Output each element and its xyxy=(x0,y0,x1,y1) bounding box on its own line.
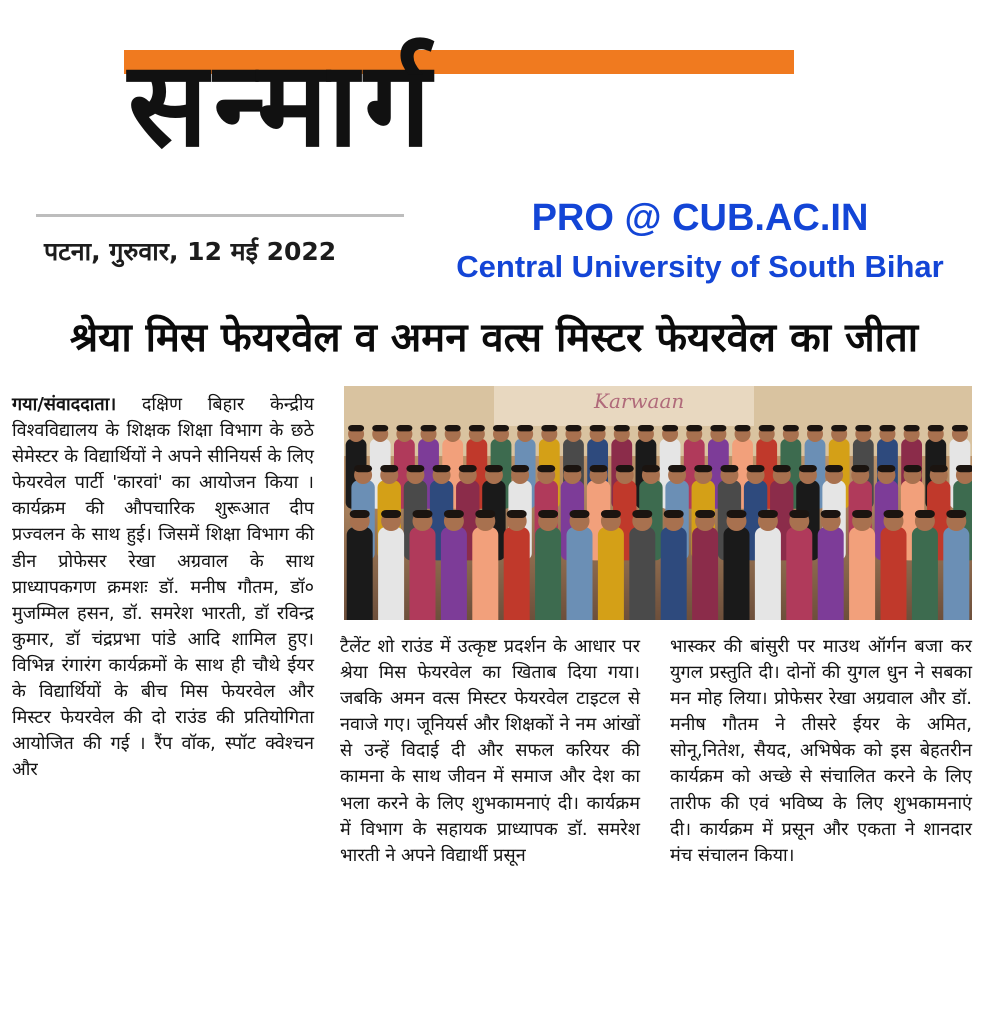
photo-person-hair xyxy=(759,425,775,431)
photo-person-body xyxy=(441,527,467,620)
photo-person-hair xyxy=(421,425,437,431)
photo-person-body xyxy=(661,527,687,620)
photo-person-hair xyxy=(710,425,726,431)
photo-person-hair xyxy=(904,425,920,431)
photo-person-body xyxy=(378,527,404,620)
photo-person-hair xyxy=(720,465,738,472)
article-column-2: टैलेंट शो राउंड में उत्कृष्ट प्रदर्शन के आधार पर श्रेया मिस फेयरवेल का खिताब दिया गया। जबकि अमन वत्स मिस्टर फेयरवेल टाइटल से नवाजे गए। जूनियर्स और शिक्षकों ने नम आंखों से उन्हें विदाई दी और सफल करियर की कामना के साथ जीवन में समाज और देश का भला करने के लिए शुभकामनाएं दी। कार्यक्रम में विभाग के सहायक प्राध्यापक डॉ. समरेश भारती ने अपने विद्यार्थी प्रसून xyxy=(340,636,640,866)
photo-person-hair xyxy=(590,425,606,431)
photo-person-hair xyxy=(565,425,581,431)
photo-person-hair xyxy=(694,465,712,472)
photo-person-hair xyxy=(511,465,529,472)
photo-person-hair xyxy=(614,425,630,431)
photo-person-body xyxy=(818,527,844,620)
photo-person-hair xyxy=(852,510,872,518)
photo-person-body xyxy=(504,527,530,620)
photo-person-hair xyxy=(821,510,841,518)
dateline: पटना, गुरुवार, 12 मई 2022 xyxy=(44,237,337,266)
photo-person-body xyxy=(535,527,561,620)
photo-person-hair xyxy=(735,425,751,431)
photo-person-hair xyxy=(469,425,485,431)
photo-person-hair xyxy=(354,465,372,472)
source-contact: PRO @ CUB.AC.IN xyxy=(531,197,869,239)
article-column-1 xyxy=(12,392,314,783)
photo-person-hair xyxy=(799,465,817,472)
photo-person-hair xyxy=(445,425,461,431)
photo-person-hair xyxy=(541,425,557,431)
masthead-rule xyxy=(36,214,404,217)
photo-person-hair xyxy=(831,425,847,431)
photo-person-body xyxy=(724,527,750,620)
photo-person-hair xyxy=(507,510,527,518)
photo-person-body xyxy=(629,527,655,620)
photo-person-hair xyxy=(380,465,398,472)
photo-person-hair xyxy=(475,510,495,518)
photo-person-hair xyxy=(807,425,823,431)
photo-person-hair xyxy=(563,465,581,472)
photo-person-hair xyxy=(590,465,608,472)
photo-person-hair xyxy=(413,510,433,518)
article-column-3: भास्कर की बांसुरी पर माउथ ऑर्गन बजा कर युगल प्रस्तुति दी। दोनों की युगल धुन ने सबका मन मोह लिया। प्रोफेसर रेखा अग्रवाल और डॉ. मनीष गौतम ने तीसरे ईयर के अमित, सोनू,नितेश, सैयद, अभिषेक को इस बेहतरीन कार्यक्रम को अच्छे से संचालित करने के लिए तारीफ की एवं भविष्य के लिए शुभकामनाएं दी। कार्यक्रम में प्रसून और एकता ने शानदार मंच संचालन किया। xyxy=(670,636,972,866)
newspaper-masthead: सन्मार्ग xyxy=(128,35,437,173)
column-1-text: दक्षिण बिहार केन्द्रीय विश्वविद्यालय के शिक्षक शिक्षा विभाग के छठे सेमेस्टर के विद्यार्थियों ने अपने सीनियर्स के लिए फेयरवेल पार्टी 'कारवां' का आयोजन किया । कार्यक्रम की औपचारिक शुरूआत दीप प्रज्वलन के साथ हुई। जिसमें शिक्षा विभाग की डीन प्रोफेसर रेखा अग्रवाल के साथ प्राध्यापकगण क्रमशः डॉ. मनीष गौतम, डॉ० मुजम्मिल हसन, डॉ. समरेश भारती, डॉ रविन्द्र कुमार, डॉ चंद्रप्रभा पांडे आदि शामिल हुए।विभिन्न रंगारंग कार्यक्रमों के साथ ही चौथे ईयर के विद्यार्थियों के बीच मिस फेयरवेल और मिस्टर फेयरवेल की दो राउंड की प्रतियोगिता आयोजित की गई । रैंप वॉक, स्पॉट क्वेश्चन और xyxy=(12,394,314,781)
photo-person-hair xyxy=(773,465,791,472)
photo-person-body xyxy=(912,527,938,620)
photo-person-hair xyxy=(695,510,715,518)
photo-person-hair xyxy=(348,425,364,431)
photo-person-hair xyxy=(601,510,621,518)
photo-person-hair xyxy=(952,425,968,431)
photo-person-hair xyxy=(956,465,972,472)
photo-person-hair xyxy=(851,465,869,472)
photo-person-hair xyxy=(493,425,509,431)
photo-person-body xyxy=(881,527,907,620)
photo-person-hair xyxy=(517,425,533,431)
photo-person-hair xyxy=(789,510,809,518)
photo-person-hair xyxy=(406,465,424,472)
photo-person-hair xyxy=(928,425,944,431)
photo-person-body xyxy=(567,527,593,620)
photo-person-hair xyxy=(638,425,654,431)
photo-banner-text: Karwaan xyxy=(594,389,685,413)
photo-person-hair xyxy=(381,510,401,518)
group-photo-graphic xyxy=(344,386,972,620)
photo-person-hair xyxy=(783,425,799,431)
photo-person-hair xyxy=(537,465,555,472)
photo-person-hair xyxy=(879,425,895,431)
photo-person-body xyxy=(692,527,718,620)
photo-person-hair xyxy=(855,425,871,431)
photo-person-hair xyxy=(632,510,652,518)
photo-person-hair xyxy=(433,465,451,472)
photo-person-hair xyxy=(642,465,660,472)
photo-person-hair xyxy=(662,425,678,431)
photo-person-hair xyxy=(877,465,895,472)
photo-person-hair xyxy=(350,510,370,518)
photo-person-hair xyxy=(538,510,558,518)
photo-person-hair xyxy=(758,510,778,518)
photo-person-hair xyxy=(930,465,948,472)
photo-person-hair xyxy=(915,510,935,518)
photo-person-hair xyxy=(396,425,412,431)
photo-person-hair xyxy=(372,425,388,431)
photo-person-hair xyxy=(727,510,747,518)
photo-person-hair xyxy=(459,465,477,472)
photo-person-hair xyxy=(686,425,702,431)
photo-person-hair xyxy=(444,510,464,518)
photo-person-body xyxy=(786,527,812,620)
photo-person-body xyxy=(849,527,875,620)
photo-person-hair xyxy=(904,465,922,472)
photo-person-hair xyxy=(616,465,634,472)
photo-person-body xyxy=(410,527,436,620)
photo-person-hair xyxy=(664,510,684,518)
photo-person-body xyxy=(598,527,624,620)
article-byline: गया/संवाददाता। xyxy=(12,394,117,415)
photo-person-hair xyxy=(668,465,686,472)
photo-person-body xyxy=(943,527,969,620)
photo-person-hair xyxy=(884,510,904,518)
photo-person-body xyxy=(472,527,498,620)
photo-person-body xyxy=(347,527,373,620)
photo-person-hair xyxy=(825,465,843,472)
photo-person-hair xyxy=(747,465,765,472)
group-photo xyxy=(344,386,972,620)
photo-person-hair xyxy=(946,510,966,518)
article-headline: श्रेया मिस फेयरवेल व अमन वत्स मिस्टर फेयरवेल का जीता xyxy=(69,315,919,361)
photo-person-hair xyxy=(485,465,503,472)
source-institution: Central University of South Bihar xyxy=(456,249,944,284)
photo-person-hair xyxy=(570,510,590,518)
photo-person-body xyxy=(755,527,781,620)
